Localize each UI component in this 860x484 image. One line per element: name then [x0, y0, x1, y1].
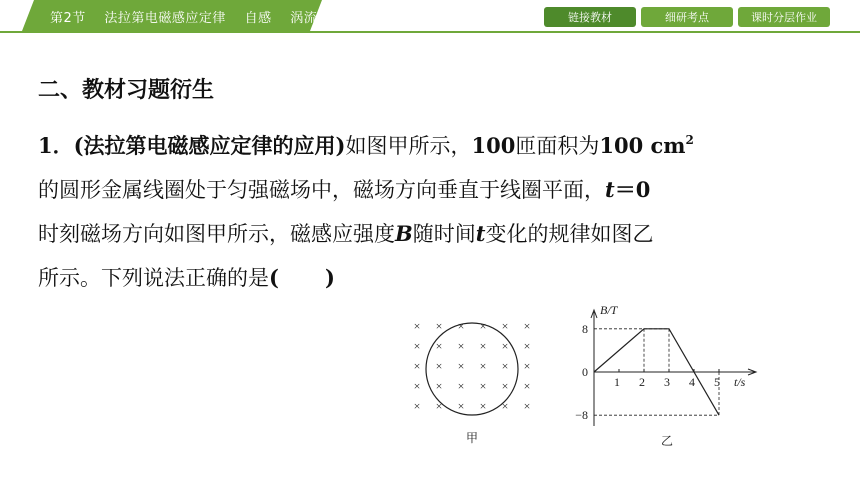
field-cross: × [479, 399, 487, 413]
field-cross: × [479, 339, 487, 353]
y-tick-label: 0 [582, 365, 588, 379]
field-cross: × [435, 379, 443, 393]
field-cross: × [413, 399, 421, 413]
nav-link-textbook[interactable]: 链接教材 [544, 7, 636, 27]
x-tick-label: 4 [689, 375, 695, 389]
magnetic-field-crosses [414, 319, 531, 413]
section-number: 第2节 [50, 11, 86, 26]
field-cross: × [435, 359, 443, 373]
x-tick-label: 1 [614, 375, 620, 389]
figure-bt-graph [566, 298, 766, 450]
field-cross: × [413, 319, 421, 333]
field-cross: × [479, 359, 487, 373]
bt-graph-plot [575, 303, 756, 426]
field-cross: × [435, 339, 443, 353]
field-cross: × [523, 399, 531, 413]
field-cross: × [435, 399, 443, 413]
field-cross: × [457, 399, 465, 413]
x-tick-label: 5 [714, 375, 720, 389]
field-cross: × [457, 339, 465, 353]
field-cross: × [457, 319, 465, 333]
question-text: 1．(法拉第电磁感应定律的应用)如图甲所示，100匝面积为100 $cm^2$ 的圆形金属线圈处于匀强磁场中，磁场方向垂直于线圈平面，t＝0 时刻磁场方向如图甲所示，磁感应强度B随时间t变化的规律如图乙 所示。下列说法正确的是( ) [38, 133, 694, 290]
chapter-name: 法拉第电磁感应定律 [104, 11, 226, 26]
nav-key-points[interactable]: 细研考点 [641, 7, 733, 27]
topic-self-induction: 自感 [244, 11, 272, 26]
field-cross: × [479, 319, 487, 333]
field-cross: × [523, 379, 531, 393]
question-tag: (法拉第电磁感应定律的应用) [73, 133, 346, 158]
field-cross: × [501, 379, 509, 393]
field-cross: × [523, 359, 531, 373]
y-tick-label: −8 [575, 408, 588, 423]
x-tick-label: 3 [664, 375, 670, 389]
field-cross: × [523, 319, 531, 333]
question-number: 1． [38, 133, 74, 158]
figure-coil [400, 315, 545, 450]
y-axis-label: B/T [600, 303, 618, 317]
y-tick-label: 8 [582, 321, 588, 336]
section-heading: 二、教材习题衍生 [38, 78, 215, 103]
x-axis-label: t/s [734, 375, 746, 389]
field-cross: × [501, 359, 509, 373]
topic-eddy-current: 涡流 [290, 11, 318, 26]
figure-b-caption: 乙 [660, 434, 674, 448]
field-cross: × [523, 339, 531, 353]
field-cross: × [479, 379, 487, 393]
field-cross: × [413, 379, 421, 393]
field-cross: × [457, 379, 465, 393]
field-cross: × [457, 359, 465, 373]
figure-a-caption: 甲 [465, 431, 479, 445]
field-cross: × [501, 399, 509, 413]
x-tick-label: 2 [639, 375, 645, 389]
field-cross: × [501, 339, 509, 353]
lesson-title [50, 7, 331, 26]
field-cross: × [413, 359, 421, 373]
field-cross: × [435, 319, 443, 333]
nav-homework[interactable]: 课时分层作业 [738, 7, 830, 27]
field-cross: × [413, 339, 421, 353]
field-cross: × [501, 319, 509, 333]
header-bar [0, 0, 860, 33]
